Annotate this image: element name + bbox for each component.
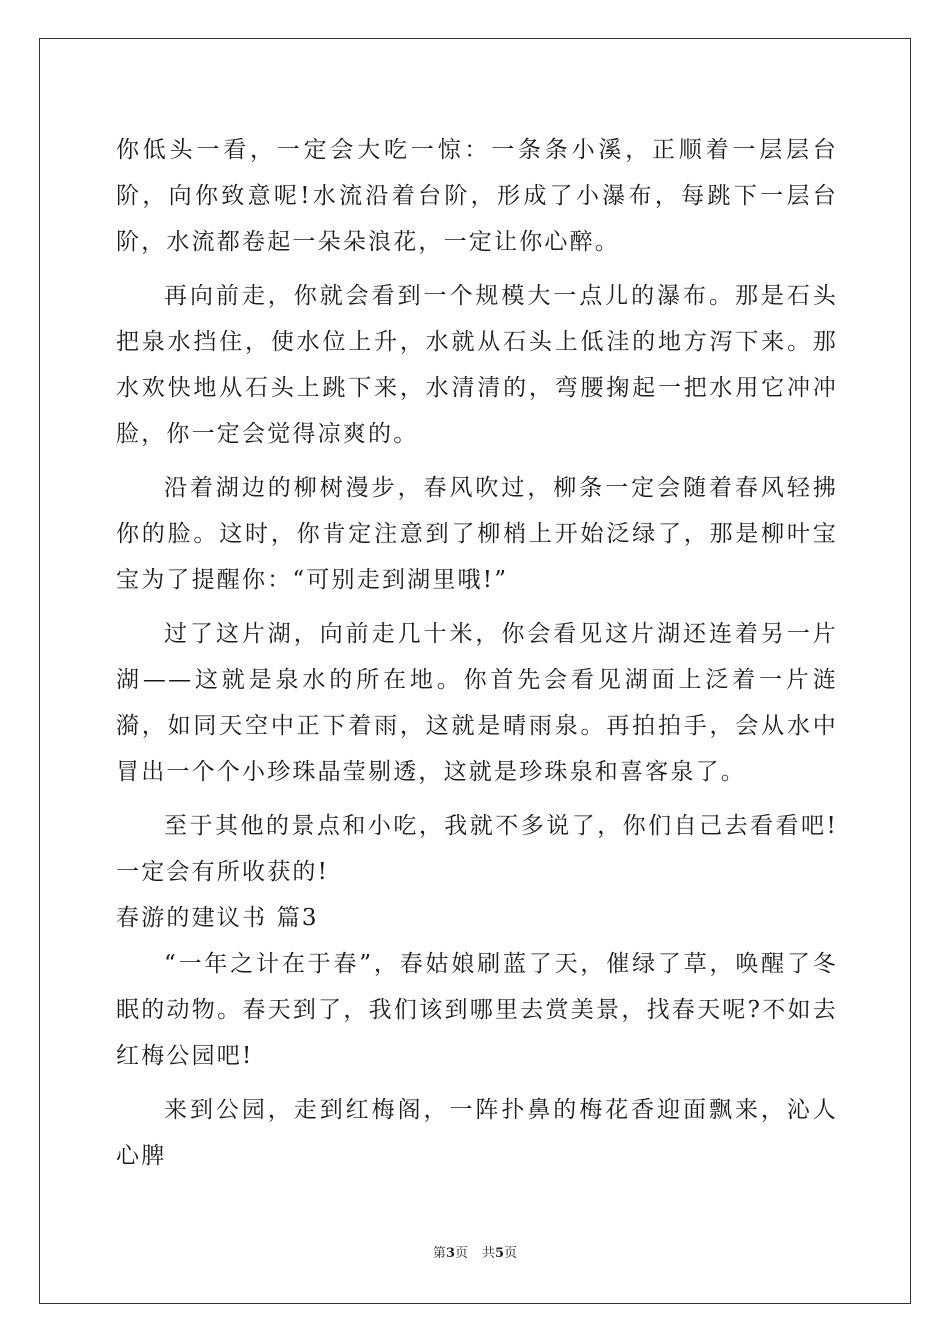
paragraph: “一年之计在于春”，春姑娘刷蓝了天，催绿了草，唤醒了冬眠的动物。春天到了，我们该到哪里去赏美景，找春天呢?不如去红梅公园吧!: [116, 951, 838, 1069]
page-footer: [0, 1244, 950, 1264]
paragraph: 你低头一看，一定会大吃一惊：一条条小溪，正顺着一层层台阶，向你致意呢!水流沿着台阶，形成了小瀑布，每跳下一层台阶，水流都卷起一朵朵浪花，一定让你心醉。: [116, 137, 838, 255]
current-page-number: 3: [445, 1246, 455, 1261]
paragraph: 再向前走，你就会看到一个规模大一点儿的瀑布。那是石头把泉水挡住，使水位上升，水就从石头上低洼的地方泻下来。那水欢快地从石头上跳下来，水清清的，弯腰掬起一把水用它冲冲脸，你一定会觉得凉爽的。: [116, 283, 838, 447]
document-body: [116, 127, 838, 1179]
footer-total-suffix: 页: [504, 1246, 518, 1261]
paragraph: 过了这片湖，向前走几十米，你会看见这片湖还连着另一片湖——这就是泉水的所在地。你首先会看见湖面上泛着一片涟漪，如同天空中正下着雨，这就是晴雨泉。再拍拍手，会从水中冒出一个个小珍珠晶莹剔透，这就是珍珠泉和喜客泉了。: [116, 621, 838, 785]
paragraph: 沿着湖边的柳树漫步，春风吹过，柳条一定会随着春风轻拂你的脸。这时，你肯定注意到了柳梢上开始泛绿了，那是柳叶宝宝为了提醒你：“可别走到湖里哦!”: [116, 475, 838, 593]
paragraph: 来到公园，走到红梅阁，一阵扑鼻的梅花香迎面飘来，沁人心脾: [116, 1097, 838, 1169]
footer-page-suffix: 页: [454, 1246, 468, 1261]
total-pages-number: 5: [495, 1246, 505, 1261]
paragraph: 至于其他的景点和小吃，我就不多说了，你们自己去看看吧!一定会有所收获的!: [116, 813, 838, 885]
footer-total-prefix: 共: [482, 1246, 496, 1261]
section-heading: 春游的建议书 篇3: [116, 905, 319, 931]
footer-prefix: 第: [432, 1246, 446, 1261]
